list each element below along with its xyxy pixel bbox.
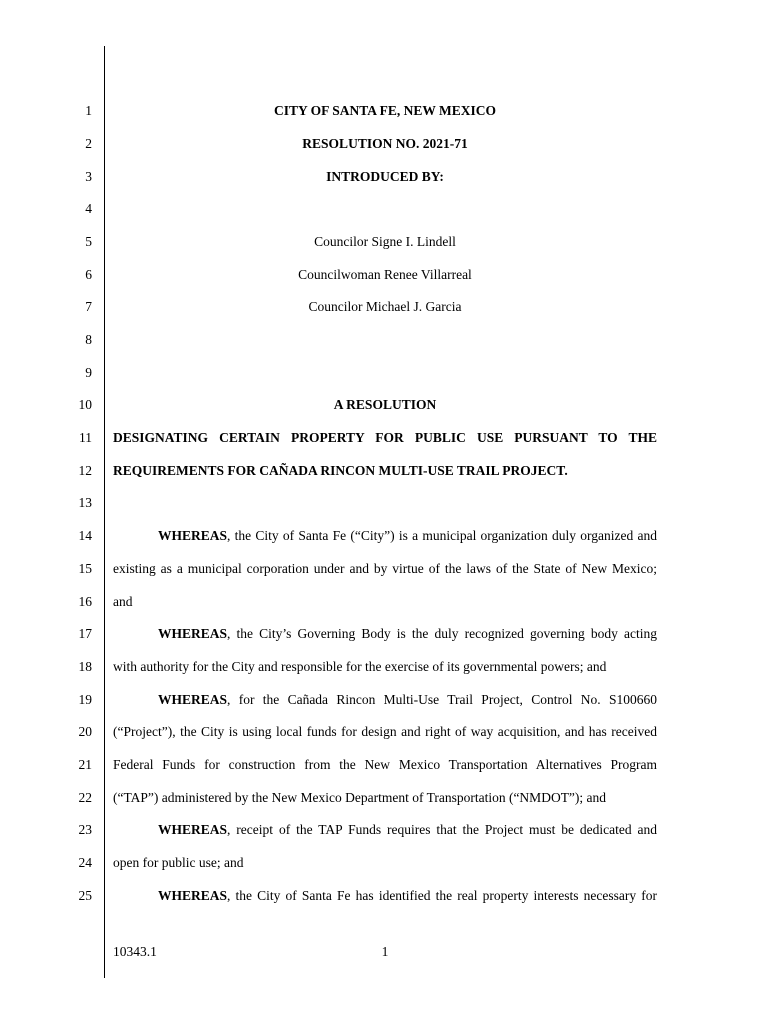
line-number: 9 (85, 365, 92, 380)
body-line: (“Project”), the City is using local funds for design and right of way acquisition, and has received (113, 724, 657, 739)
whereas-keyword: WHEREAS (158, 528, 228, 543)
line-number: 22 (78, 790, 92, 805)
body-line: existing as a municipal corporation under and by virtue of the laws of the State of New Mexico; (113, 561, 657, 576)
sponsor-name: Councilwoman Renee Villarreal (298, 267, 472, 282)
line-number: 10 (78, 397, 92, 412)
line-number: 25 (78, 888, 92, 903)
line-number: 14 (78, 528, 92, 543)
body-line: (“TAP”) administered by the New Mexico Department of Transportation (“NMDOT”); and (113, 790, 607, 805)
whereas-keyword: WHEREAS (158, 888, 228, 903)
clause-text: , for the Cañada Rincon Multi-Use Trail Project, Control No. S100660 (227, 692, 657, 707)
line-number: 24 (78, 855, 92, 870)
line-number: 15 (78, 561, 92, 576)
whereas-clause-line (113, 822, 657, 838)
line-number: 13 (78, 495, 92, 510)
clause-text: , the City’s Governing Body is the duly recognized governing body acting (227, 626, 657, 641)
document-number: 10343.1 (113, 944, 157, 959)
whereas-keyword: WHEREAS (158, 822, 228, 837)
line-number: 1 (85, 103, 92, 118)
line-number: 4 (85, 201, 92, 216)
line-number: 11 (79, 430, 92, 445)
clause-text: , receipt of the TAP Funds requires that the Project must be dedicated and (227, 822, 657, 837)
line-number: 17 (78, 626, 92, 641)
body-line: with authority for the City and responsible for the exercise of its governmental powers; and (113, 659, 607, 674)
whereas-clause-line (113, 692, 657, 708)
line-number: 2 (85, 136, 92, 151)
sponsor-name: Councilor Signe I. Lindell (314, 234, 456, 249)
city-heading: CITY OF SANTA FE, NEW MEXICO (273, 103, 497, 118)
clause-text: , the City of Santa Fe has identified the real property interests necessary for (227, 888, 657, 903)
line-number: 3 (85, 169, 92, 184)
whereas-clause-line (113, 888, 657, 904)
line-number: 21 (78, 757, 92, 772)
line-number: 16 (78, 594, 92, 609)
line-number: 12 (78, 463, 92, 478)
resolution-title-line-2: REQUIREMENTS FOR CAÑADA RINCON MULTI-USE TRAIL PROJECT. (113, 463, 568, 478)
sponsor-name: Councilor Michael J. Garcia (308, 299, 462, 314)
resolution-title-line-1: DESIGNATING CERTAIN PROPERTY FOR PUBLIC USE PURSUANT TO THE (113, 430, 657, 445)
resolution-number: RESOLUTION NO. 2021-71 (302, 136, 468, 151)
whereas-keyword: WHEREAS (158, 692, 228, 707)
introduced-by-label: INTRODUCED BY: (326, 169, 444, 184)
whereas-clause-line (113, 626, 657, 642)
line-number: 6 (85, 267, 92, 282)
line-number: 23 (78, 822, 92, 837)
line-number: 5 (85, 234, 92, 249)
body-line: Federal Funds for construction from the New Mexico Transportation Alternatives Program (113, 757, 657, 772)
body-line: open for public use; and (113, 855, 244, 870)
line-number: 18 (78, 659, 92, 674)
line-number-rule (104, 46, 105, 978)
whereas-clause-line (113, 528, 657, 544)
line-number: 19 (78, 692, 92, 707)
whereas-keyword: WHEREAS (158, 626, 228, 641)
line-number: 8 (85, 332, 92, 347)
clause-text: , the City of Santa Fe (“City”) is a municipal organization duly organized and (227, 528, 657, 543)
line-number: 20 (78, 724, 92, 739)
line-number: 7 (85, 299, 92, 314)
body-line: and (113, 594, 133, 609)
page-number: 1 (381, 944, 389, 959)
resolution-heading: A RESOLUTION (333, 397, 437, 412)
